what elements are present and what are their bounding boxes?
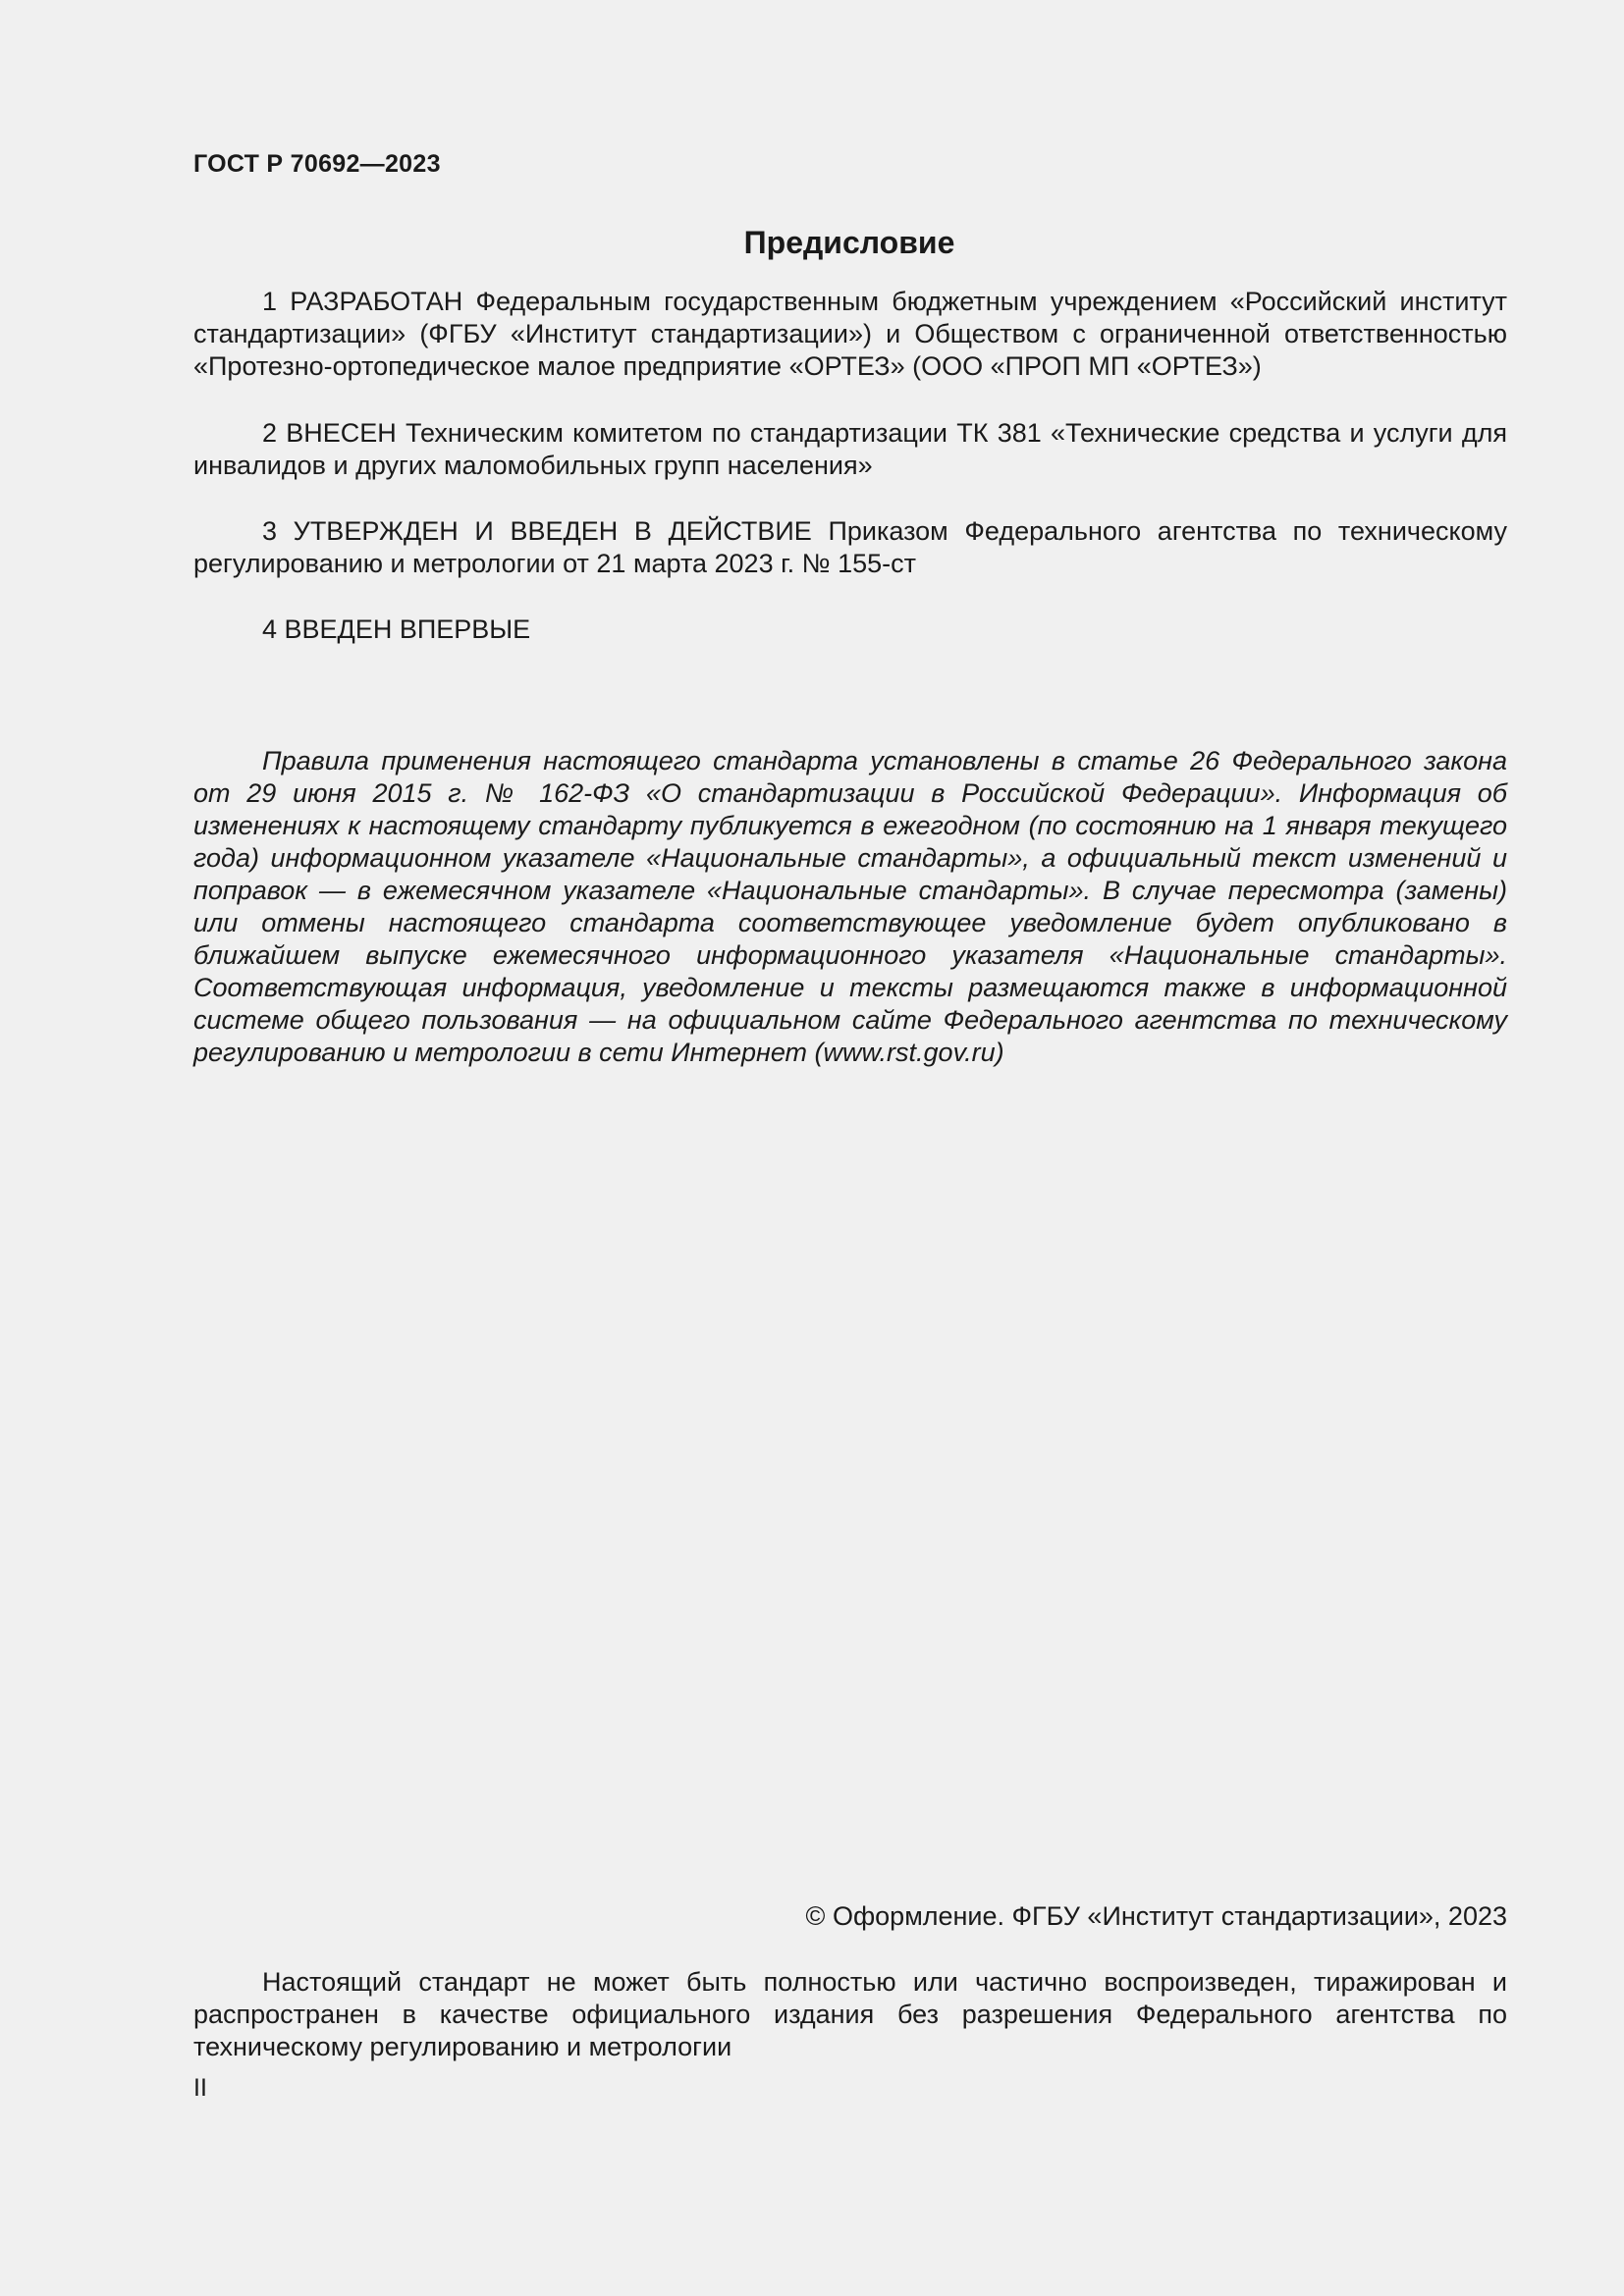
document-code: ГОСТ Р 70692—2023 bbox=[193, 150, 441, 178]
reproduction-notice: Настоящий стандарт не может быть полностью или частично воспроизведен, тиражирован и распространен в качестве официального издания без разрешения Федерального агентства по техническому регулированию и метрологии bbox=[193, 1967, 1507, 2061]
paragraph-developed-by: 1 РАЗРАБОТАН Федеральным государственным бюджетным учреждением «Российский институт стандартизации» (ФГБУ «Институт стандартизации») и Обществом с ограниченной ответственностью «Протезно-ортопедическое малое предприятие «ОРТЕЗ» (ООО «ПРОП МП «ОРТЕЗ») bbox=[193, 287, 1507, 381]
paragraph-approved: 3 УТВЕРЖДЕН И ВВЕДЕН В ДЕЙСТВИЕ Приказом Федерального агентства по техническому регулированию и метрологии от 21 марта 2023 г. № 155-ст bbox=[193, 516, 1507, 578]
paragraph-introduced-by: 2 ВНЕСЕН Техническим комитетом по стандартизации ТК 381 «Технические средства и услуги для инвалидов и других маломобильных групп населения» bbox=[193, 418, 1507, 480]
page-number: II bbox=[193, 2074, 207, 2102]
page-title: Предисловие bbox=[743, 225, 955, 260]
copyright-line: © Оформление. ФГБУ «Институт стандартизации», 2023 bbox=[805, 1901, 1507, 1931]
application-rules-notice: Правила применения настоящего стандарта установлены в статье 26 Федерального закона от 29 июня 2015 г. № 162-ФЗ «О стандартизации в Российской Федерации». Информация об изменениях к настоящему стандарту публикуется в ежегодном (по состоянию на 1 января текущего года) информационном указателе «Национальные стандарты», а официальный текст изменений и поправок — в ежемесячном указателе «Национальные стандарты». В случае пересмотра (замены) или отмены настоящего стандарта соответствующее уведомление будет опубликовано в ближайшем выпуске ежемесячного информационного указателя «Национальные стандарты». Соответствующая информация, уведомление и тексты размещаются также в информационной системе общего пользования — на официальном сайте Федерального агентства по техническому регулированию и метрологии в сети Интернет (www.rst.gov.ru) bbox=[193, 746, 1507, 1067]
paragraph-first-introduced: 4 ВВЕДЕН ВПЕРВЫЕ bbox=[262, 614, 531, 644]
